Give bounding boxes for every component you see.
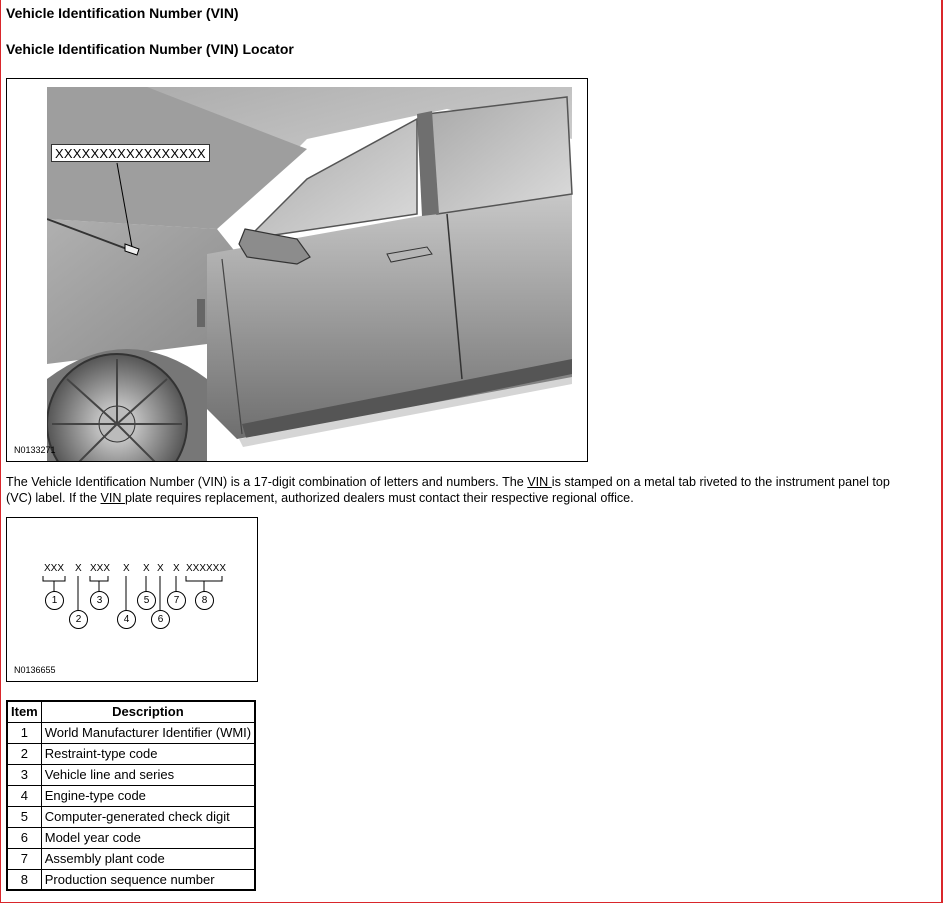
- item-number: 2: [7, 743, 41, 764]
- callout-8: 8: [195, 591, 214, 610]
- car-illustration: [7, 79, 587, 461]
- section-title: Vehicle Identification Number (VIN) Locator: [6, 41, 294, 57]
- figure-id: N0136655: [14, 665, 56, 675]
- vin-link[interactable]: VIN: [100, 491, 125, 505]
- page-title: Vehicle Identification Number (VIN): [6, 5, 239, 21]
- table-row: [7, 848, 255, 869]
- table-row: [7, 722, 255, 743]
- paragraph-text: (VC) label. If the: [6, 491, 101, 505]
- item-number: 7: [7, 848, 41, 869]
- table-row: [7, 743, 255, 764]
- table-header-row: [7, 701, 255, 722]
- figure-id: N0133271: [14, 445, 56, 455]
- column-header-item: Item: [7, 701, 41, 722]
- vin-group: X: [157, 563, 164, 574]
- callout-7: 7: [167, 591, 186, 610]
- paragraph-text: The Vehicle Identification Number (VIN) is a 17-digit combination of letters and numbers. The: [6, 475, 528, 489]
- item-description: Assembly plant code: [41, 848, 255, 869]
- item-number: 6: [7, 827, 41, 848]
- item-number: 4: [7, 785, 41, 806]
- item-number: 5: [7, 806, 41, 827]
- table-row: [7, 806, 255, 827]
- vin-link[interactable]: VIN: [527, 475, 552, 489]
- vin-breakdown-figure: [6, 517, 258, 682]
- callout-4: 4: [117, 610, 136, 629]
- item-description: Restraint-type code: [41, 743, 255, 764]
- vin-description-paragraph: [6, 474, 943, 506]
- table-row: [7, 869, 255, 890]
- callout-5: 5: [137, 591, 156, 610]
- vin-locator-figure: [6, 78, 588, 462]
- callout-1: 1: [45, 591, 64, 610]
- item-description: Vehicle line and series: [41, 764, 255, 785]
- item-description: Production sequence number: [41, 869, 255, 890]
- paragraph-text: is stamped on a metal tab riveted to the instrument panel top: [551, 475, 890, 489]
- table-row: [7, 764, 255, 785]
- item-description: Engine-type code: [41, 785, 255, 806]
- item-description: World Manufacturer Identifier (WMI): [41, 722, 255, 743]
- vin-group: X: [123, 563, 130, 574]
- column-header-description: Description: [41, 701, 255, 722]
- vin-description-table: [6, 700, 256, 891]
- item-description: Model year code: [41, 827, 255, 848]
- table-row: [7, 827, 255, 848]
- callout-3: 3: [90, 591, 109, 610]
- item-number: 3: [7, 764, 41, 785]
- item-number: 1: [7, 722, 41, 743]
- callout-6: 6: [151, 610, 170, 629]
- item-description: Computer-generated check digit: [41, 806, 255, 827]
- item-number: 8: [7, 869, 41, 890]
- paragraph-text: plate requires replacement, authorized dealers must contact their respective regional office.: [125, 491, 634, 505]
- table-row: [7, 785, 255, 806]
- vin-group: X: [75, 563, 82, 574]
- callout-2: 2: [69, 610, 88, 629]
- vin-group: X: [143, 563, 150, 574]
- vin-group: X: [173, 563, 180, 574]
- vin-group: XXX: [90, 563, 111, 574]
- vin-callout-label: XXXXXXXXXXXXXXXXX: [51, 144, 210, 162]
- window-frame-left: [0, 0, 1, 903]
- vin-group: XXX: [44, 563, 65, 574]
- vin-group: XXXXXX: [186, 563, 227, 574]
